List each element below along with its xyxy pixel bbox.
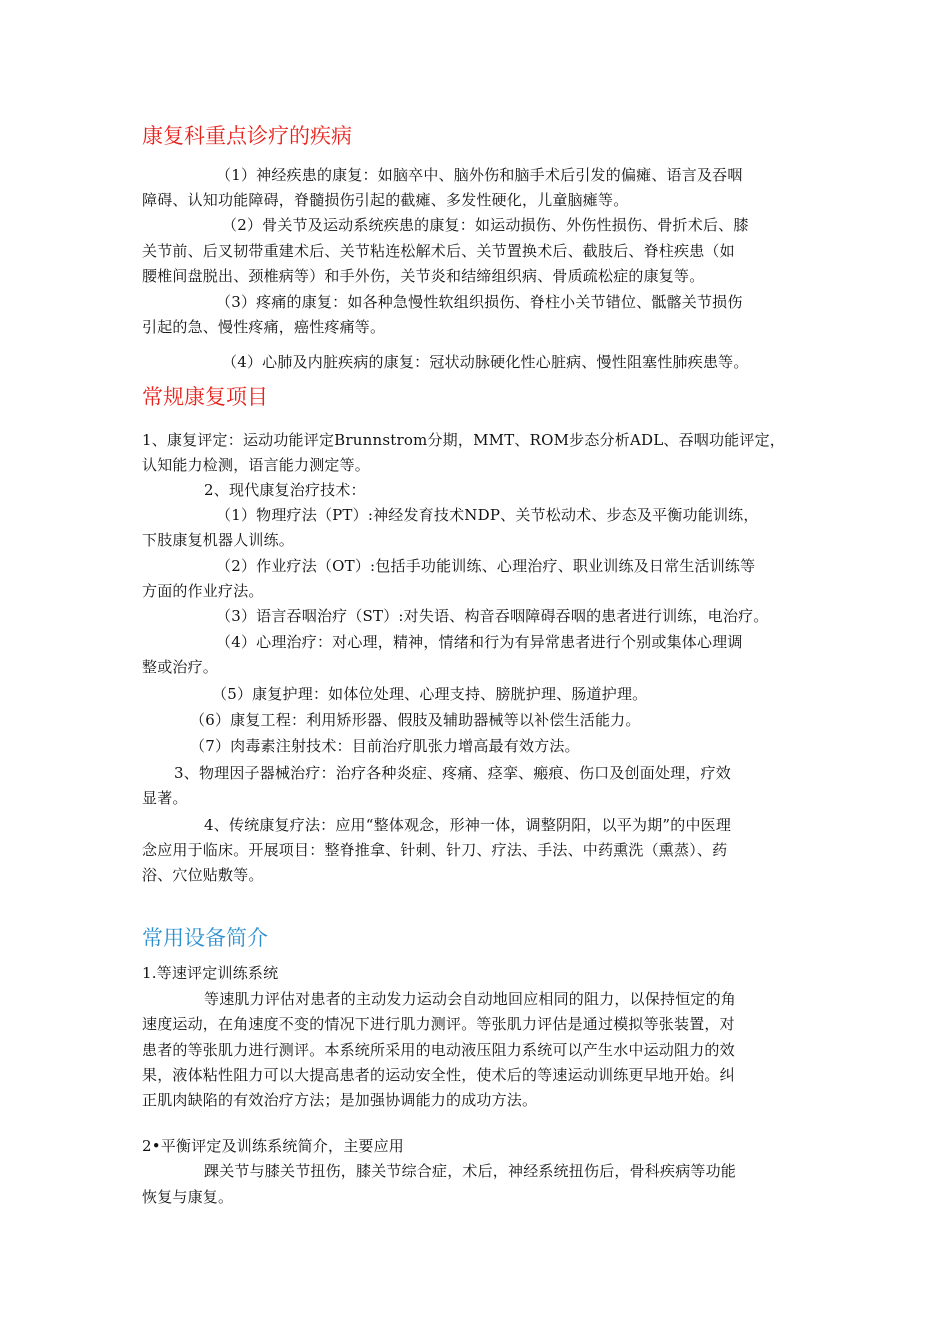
text-line: （5）康复护理：如体位处理、心理支持、膀胱护理、肠道护理。	[212, 685, 648, 703]
heading-routine: 常规康复项目	[142, 385, 268, 409]
text-line: 1、康复评定：运动功能评定Brunnstrom分期，MMT、ROM步态分析ADL、吞咽功能评定，	[142, 431, 785, 449]
text-line: （6）康复工程：利用矫形器、假肢及辅助器械等以补偿生活能力。	[190, 711, 641, 729]
text-line: 显著。	[142, 789, 188, 807]
text-line: 速度运动，在角速度不变的情况下进行肌力测评。等张肌力评估是通过模拟等张装置，对	[142, 1015, 735, 1033]
text-line: 整或治疗。	[142, 658, 219, 676]
text-line: 障碍、认知功能障碍，脊髓损伤引起的截瘫、多发性硬化，儿童脑瘫等。	[142, 191, 629, 209]
text-line: 下肢康复机器人训练。	[142, 531, 295, 549]
text-line: 3、物理因子器械治疗：治疗各种炎症、疼痛、痉挛、瘢痕、伤口及创面处理，疗效	[174, 764, 731, 782]
text-line: （1）物理疗法（PT）:神经发育技术NDP、关节松动术、步态及平衡功能训练，	[216, 506, 759, 524]
text-line: 踝关节与膝关节扭伤，膝关节综合症，术后，神经系统扭伤后，骨科疾病等功能	[204, 1162, 737, 1180]
text-line: 4、传统康复疗法：应用“整体观念，形神一体，调整阴阳，以平为期”的中医理	[204, 816, 732, 834]
text-line: （4）心肺及内脏疾病的康复：冠状动脉硬化性心脏病、慢性阻塞性肺疾患等。	[222, 353, 749, 371]
heading-diseases: 康复科重点诊疗的疾病	[142, 124, 352, 148]
text-line: 正肌肉缺陷的有效治疗方法；是加强协调能力的成功方法。	[142, 1091, 538, 1109]
text-line: （7）肉毒素注射技术：目前治疗肌张力增高最有效方法。	[190, 737, 580, 755]
heading-equipment: 常用设备简介	[142, 926, 268, 950]
text-line: 引起的急、慢性疼痛，癌性疼痛等。	[142, 318, 386, 336]
text-line: 2、现代康复治疗技术：	[204, 481, 366, 499]
text-line: 腰椎间盘脱出、颈椎病等）和手外伤，关节炎和结缔组织病、骨质疏松症的康复等。	[142, 267, 705, 285]
text-line: （3）语言吞咽治疗（ST）:对失语、构音吞咽障碍吞咽的患者进行训练，电治疗。	[216, 607, 769, 625]
text-line: 恢复与康复。	[142, 1188, 234, 1206]
text-line: 关节前、后叉韧带重建术后、关节粘连松解术后、关节置换术后、截肢后、脊柱疾患（如	[142, 242, 735, 260]
text-line: （2）作业疗法（OT）:包括手功能训练、心理治疗、职业训练及日常生活训练等	[216, 557, 756, 575]
text-line: （1）神经疾患的康复：如脑卒中、脑外伤和脑手术后引发的偏瘫、语言及吞咽	[216, 166, 743, 184]
text-line: 方面的作业疗法。	[142, 582, 264, 600]
text-line: 等速肌力评估对患者的主动发力运动会自动地回应相同的阻力，以保持恒定的角	[204, 990, 737, 1008]
text-line: 念应用于临床。开展项目：整脊推拿、针刺、针刀、疗法、手法、中药熏洗（熏蒸）、药	[142, 841, 728, 859]
text-line: 认知能力检测，语言能力测定等。	[142, 456, 371, 474]
text-line: 1.等速评定训练系统	[142, 964, 279, 982]
text-line: 浴、穴位贴敷等。	[142, 866, 264, 884]
text-line: （2）骨关节及运动系统疾患的康复：如运动损伤、外伤性损伤、骨折术后、膝	[222, 216, 749, 234]
text-line: （3）疼痛的康复：如各种急慢性软组织损伤、脊柱小关节错位、骶髂关节损伤	[216, 293, 743, 311]
text-line: 果，液体粘性阻力可以大提高患者的运动安全性，使术后的等速运动训练更早地开始。纠	[142, 1066, 735, 1084]
text-line: （4）心理治疗：对心理，精神，情绪和行为有异常患者进行个别或集体心理调	[216, 633, 743, 651]
text-line: 患者的等张肌力进行测评。本系统所采用的电动液压阻力系统可以产生水中运动阻力的效	[142, 1041, 735, 1059]
text-line: 2•平衡评定及训练系统简介，主要应用	[142, 1137, 404, 1155]
